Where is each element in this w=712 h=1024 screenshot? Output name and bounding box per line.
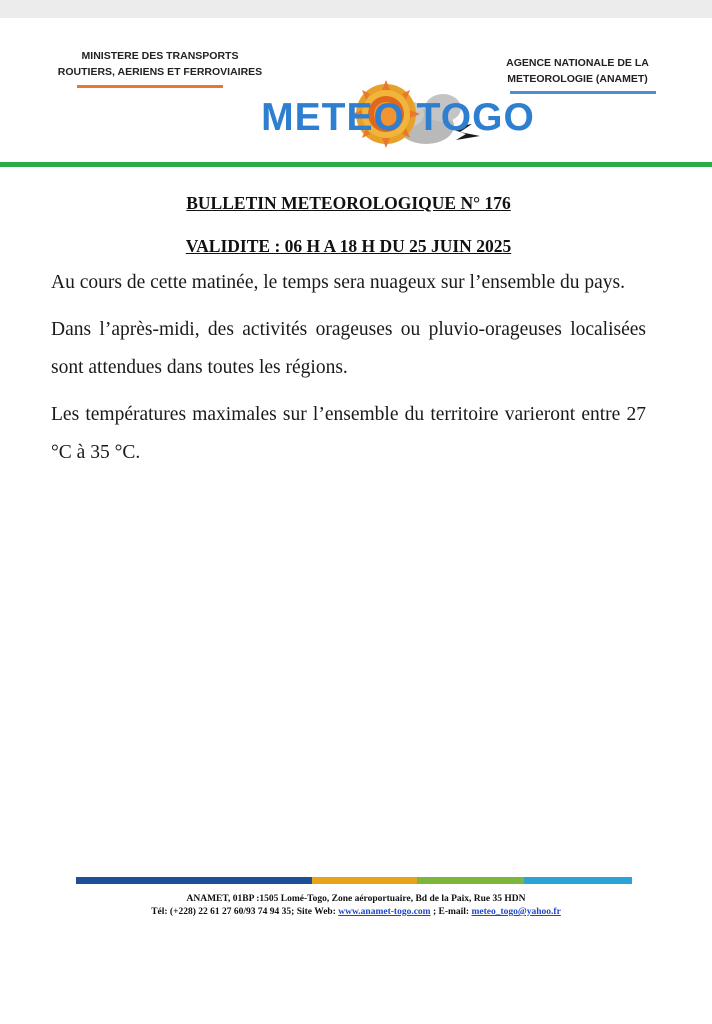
footer-bar-segment-green — [417, 877, 524, 884]
top-shade — [0, 0, 712, 18]
forecast-morning: Au cours de cette matinée, le temps sera nuageux sur l’ensemble du pays. — [51, 272, 625, 293]
footer-bar-segment-orange — [312, 877, 417, 884]
agency-line-1: AGENCE NATIONALE DE LA — [506, 57, 649, 69]
bulletin-validity: VALIDITE : 06 H A 18 H DU 25 JUIN 2025 — [185, 236, 512, 256]
ministry-line-1: MINISTERE DES TRANSPORTS — [81, 50, 239, 62]
email-link[interactable]: meteo_togo@yahoo.fr — [471, 907, 561, 917]
footer-email-label: ; E-mail: — [430, 907, 472, 917]
ministry-underline — [77, 85, 223, 88]
forecast-afternoon: Dans l’après-midi, des activités orageuses ou pluvio-orageuses localisées sont attendues dans toutes les régions. — [51, 319, 646, 378]
ministry-line-2: ROUTIERS, AERIENS ET FERROVIAIRES — [57, 66, 263, 78]
footer-contact — [0, 893, 712, 919]
footer-phone: Tél: (+228) 22 61 27 60/93 74 94 35; Site Web: — [151, 907, 339, 917]
bulletin-body — [51, 264, 646, 481]
header-divider — [0, 162, 712, 167]
bulletin-title: BULLETIN METEOROLOGIQUE N° 176 — [186, 193, 511, 213]
logo-wordmark: METEO TOGO — [261, 96, 535, 139]
footer-address: ANAMET, 01BP :1505 Lomé-Togo, Zone aéroportuaire, Bd de la Paix, Rue 35 HDN — [186, 894, 526, 904]
meteo-togo-logo — [258, 78, 538, 152]
ministry-header — [40, 48, 280, 80]
website-link[interactable]: www.anamet-togo.com — [338, 907, 431, 917]
agency-line-2: METEOROLOGIE (ANAMET) — [507, 73, 648, 85]
footer-bar-segment-cyan — [524, 877, 632, 884]
footer-color-bar — [76, 877, 632, 884]
forecast-temperatures: Les températures maximales sur l’ensemble du territoire varieront entre 27 °C à 35 °C. — [51, 404, 646, 463]
footer-contact-line — [0, 906, 712, 919]
footer-bar-segment-blue — [76, 877, 312, 884]
